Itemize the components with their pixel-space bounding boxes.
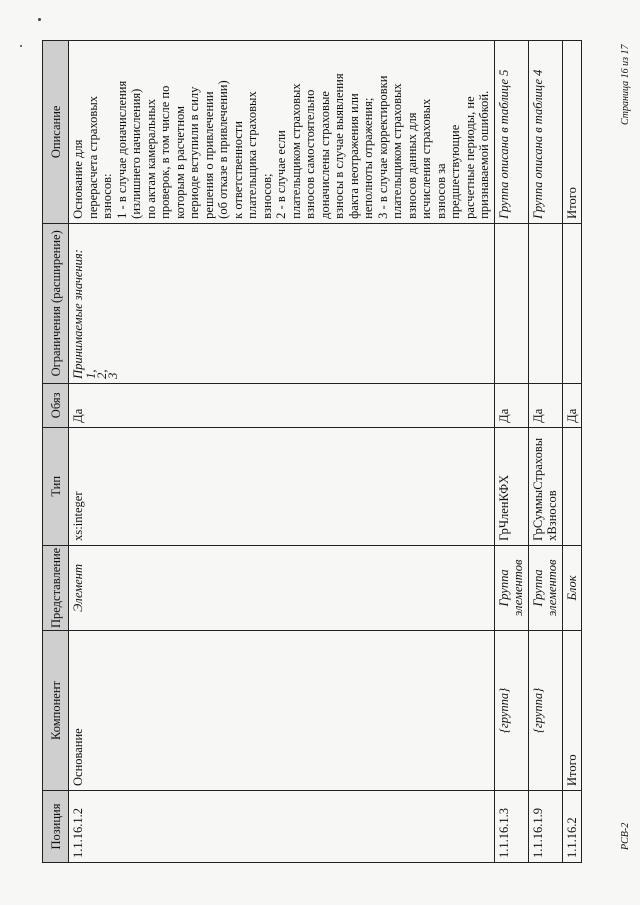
cell-restrictions bbox=[528, 223, 562, 383]
cell-representation: Группа элементов bbox=[494, 545, 528, 630]
table-header-row bbox=[43, 40, 69, 862]
restriction-value: 2, bbox=[94, 369, 109, 379]
restrictions-title: Принимаемые значения: bbox=[71, 249, 85, 379]
elements-table bbox=[42, 40, 582, 863]
cell-position: 1.1.16.1.9 bbox=[528, 791, 562, 863]
table-row bbox=[562, 40, 582, 862]
header-component: Компонент bbox=[43, 631, 69, 791]
header-restrictions: Ограничения (расширение) bbox=[43, 223, 69, 383]
header-description: Описание bbox=[43, 40, 69, 223]
cell-restrictions bbox=[494, 223, 528, 383]
cell-type: ГрСуммыСтраховыхВзносов bbox=[528, 427, 562, 545]
description-line: 3 - в случае корректировки bbox=[375, 75, 390, 219]
description-line: исчисления страховых bbox=[419, 98, 433, 219]
description-line: 2 - в случае если bbox=[274, 130, 288, 219]
description-line: плательщика страховых bbox=[245, 91, 259, 219]
cell-description: Группа описана в таблице 5 bbox=[494, 40, 528, 223]
cell-description bbox=[69, 40, 495, 223]
cell-component: Основание bbox=[69, 631, 495, 791]
table-row bbox=[69, 40, 495, 862]
description-line: доначислены страховые bbox=[317, 91, 332, 219]
description-line: плательщиком страховых bbox=[390, 83, 404, 219]
description-line: к ответственности bbox=[230, 121, 245, 219]
cell-representation: Элемент bbox=[69, 545, 495, 630]
cell-required: Да bbox=[562, 383, 582, 427]
description-line: Основание для bbox=[71, 139, 85, 219]
description-line: взносов; bbox=[259, 173, 274, 219]
cell-type: ГрЧленКФХ bbox=[494, 427, 528, 545]
header-representation: Представление bbox=[43, 545, 69, 630]
header-type: Тип bbox=[43, 427, 69, 545]
cell-position: 1.1.16.1.2 bbox=[69, 791, 495, 863]
cell-required: Да bbox=[528, 383, 562, 427]
cell-position: 1.1.16.1.3 bbox=[494, 791, 528, 863]
cell-position: 1.1.16.2 bbox=[562, 791, 582, 863]
cell-type bbox=[562, 427, 582, 545]
header-required: Обяз bbox=[43, 383, 69, 427]
description-line: решения о привлечении bbox=[201, 91, 216, 219]
description-line: неполноты отражения; bbox=[361, 97, 375, 219]
restriction-value: 1, bbox=[83, 369, 98, 379]
cell-type: xs:integer bbox=[69, 427, 495, 545]
description-line: перерасчета страховых bbox=[85, 96, 100, 219]
description-line: по актам камеральных bbox=[143, 99, 158, 219]
header-position: Позиция bbox=[43, 791, 69, 863]
description-line: взносов за bbox=[433, 163, 448, 219]
description-line: взносов самостоятельно bbox=[303, 89, 317, 219]
cell-representation: Группа элементов bbox=[528, 545, 562, 630]
cell-component: {группа} bbox=[528, 631, 562, 791]
description-line: взносов: bbox=[100, 173, 114, 219]
description-line: (об отказе в привлечении) bbox=[216, 80, 230, 219]
document-code: РСВ-2 bbox=[620, 822, 631, 850]
cell-required: Да bbox=[69, 383, 495, 427]
description-line: проверок, в том числе по bbox=[158, 85, 172, 219]
cell-restrictions bbox=[562, 223, 582, 383]
description-line: предшествующие bbox=[448, 124, 462, 219]
table-row bbox=[528, 40, 562, 862]
restriction-value: 3 bbox=[105, 372, 120, 379]
cell-required: Да bbox=[494, 383, 528, 427]
description-line: признаваемой ошибкой. bbox=[477, 90, 491, 219]
description-line: 1 - в случае доначисления bbox=[114, 80, 129, 219]
description-line: взносов данных для bbox=[404, 112, 419, 219]
page-number: Страница 16 из 17 bbox=[620, 44, 631, 125]
description-line: взносы в случае выявления bbox=[332, 73, 346, 219]
cell-restrictions bbox=[69, 223, 495, 383]
cell-component: {группа} bbox=[494, 631, 528, 791]
cell-representation: Блок bbox=[562, 545, 582, 630]
table-row bbox=[494, 40, 528, 862]
description-line: факта неотражения или bbox=[346, 93, 361, 219]
description-line: расчетные периоды, не bbox=[462, 96, 477, 219]
cell-description: Группа описана в таблице 4 bbox=[528, 40, 562, 223]
cell-component: Итого bbox=[562, 631, 582, 791]
description-line: (излишнего начисления) bbox=[129, 88, 143, 219]
cell-description: Итого bbox=[562, 40, 582, 223]
description-line: которым в расчетном bbox=[172, 106, 187, 219]
description-line: плательщиком страховых bbox=[288, 83, 303, 219]
description-line: периоде вступили в силу bbox=[187, 86, 201, 219]
